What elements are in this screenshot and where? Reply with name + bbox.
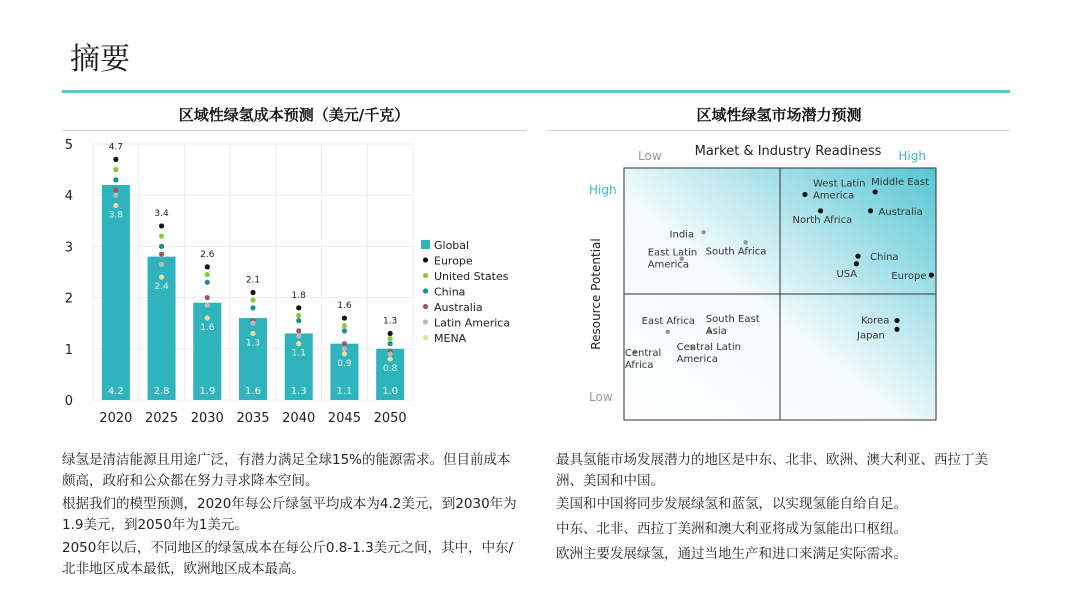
point-label-line: India xyxy=(669,229,695,241)
marker-europe xyxy=(205,264,210,269)
marker-australia xyxy=(113,187,118,192)
bar-value-label: 1.6 xyxy=(245,386,261,397)
left-paragraph-1: 绿氢是清洁能源且用途广泛，有潜力满足全球15%的能源需求。但目前成本颇高，政府和公众都在努力寻求降本空间。 xyxy=(62,452,511,489)
range-high-label: 2.6 xyxy=(200,249,215,260)
legend-label: Global xyxy=(434,239,470,252)
point-label-north-africa xyxy=(793,215,853,226)
range-low-label: 1.6 xyxy=(200,323,215,334)
x-axis-low-label: Low xyxy=(638,149,662,163)
point-label-line: Africa xyxy=(624,359,654,371)
marker-australia xyxy=(159,251,164,256)
point-label-line: South Africa xyxy=(705,246,767,258)
point-usa xyxy=(854,261,859,266)
marker-latin-america xyxy=(250,321,255,326)
legend-label: China xyxy=(434,285,466,299)
point-label-line: America xyxy=(812,190,855,202)
x-axis-high-label: High xyxy=(898,149,926,163)
marker-china xyxy=(296,318,301,323)
point-japan xyxy=(894,327,899,332)
range-low-label: 3.8 xyxy=(108,210,124,221)
x-tick-label: 2045 xyxy=(327,411,361,426)
y-axis-label: Resource Potential xyxy=(589,238,603,350)
point-label-line: America xyxy=(676,354,718,366)
marker-china xyxy=(159,244,164,249)
marker-china xyxy=(205,280,210,285)
y-tick-label: 5 xyxy=(64,138,73,153)
range-high-label: 2.1 xyxy=(245,275,261,286)
marker-europe xyxy=(342,315,347,320)
point-label-china xyxy=(870,252,899,263)
marker-europe xyxy=(388,331,393,336)
x-tick-label: 2030 xyxy=(190,411,224,426)
point-label-line: China xyxy=(870,252,899,264)
legend-swatch-europe xyxy=(423,257,428,262)
marker-europe xyxy=(250,290,255,295)
point-label-europe xyxy=(891,271,926,282)
y-axis-low-label: Low xyxy=(589,390,613,404)
y-tick-label: 2 xyxy=(64,291,73,307)
point-india xyxy=(701,230,706,235)
point-label-line: Central Latin xyxy=(676,342,741,354)
marker-latin-america xyxy=(159,262,164,267)
marker-australia xyxy=(342,341,347,346)
marker-united-states xyxy=(159,234,164,239)
legend-label: MENA xyxy=(434,332,467,345)
cost-chart-heading: 区域性绿氢成本预测（美元/千克） xyxy=(62,104,526,131)
point-label-line: Middle East xyxy=(871,176,929,188)
right-paragraph-2: 美国和中国将同步发展绿氢和蓝氢，以实现氢能自给自足。 xyxy=(556,496,907,512)
legend-label: Latin America xyxy=(434,316,511,330)
marker-united-states xyxy=(296,313,301,318)
bar-value-label: 1.3 xyxy=(290,386,307,397)
marker-latin-america xyxy=(388,351,393,356)
marker-europe xyxy=(296,305,301,310)
point-label-usa xyxy=(836,269,857,280)
y-tick-label: 4 xyxy=(64,189,73,205)
bar-value-label: 4.2 xyxy=(107,386,124,397)
point-label-line: America xyxy=(647,259,689,271)
marker-united-states xyxy=(205,272,210,277)
marker-australia xyxy=(296,328,301,333)
point-label-line: Central xyxy=(624,347,662,359)
marker-europe xyxy=(113,157,118,162)
marker-mena xyxy=(342,351,347,356)
title-divider xyxy=(62,90,1010,93)
point-middle-east xyxy=(873,189,878,194)
point-label-line: East Latin xyxy=(647,247,698,259)
point-label-korea xyxy=(861,315,889,326)
legend-swatch-global xyxy=(421,240,430,249)
range-low-label: 0.9 xyxy=(337,358,352,369)
market-chart-heading: 区域性绿氢市场潜力预测 xyxy=(548,104,1010,131)
marker-latin-america xyxy=(113,193,118,198)
x-tick-label: 2025 xyxy=(145,411,179,426)
legend-swatch-latin-america xyxy=(423,319,428,324)
marker-china xyxy=(113,177,118,182)
marker-united-states xyxy=(250,298,255,303)
market-potential-matrix xyxy=(580,134,940,424)
point-west-latin-america xyxy=(802,192,807,197)
marker-united-states xyxy=(113,167,118,172)
point-label-line: USA xyxy=(836,268,858,280)
range-high-label: 4.7 xyxy=(108,142,124,153)
point-australia xyxy=(868,208,873,213)
right-paragraph-3: 中东、北非、西拉丁美洲和澳大利亚将成为氢能出口枢纽。 xyxy=(556,521,907,537)
range-high-label: 1.6 xyxy=(337,301,352,312)
point-label-middle-east xyxy=(871,177,929,188)
bar-value-label: 1.0 xyxy=(382,386,399,397)
point-label-line: West Latin xyxy=(812,178,866,190)
marker-latin-america xyxy=(296,333,301,338)
range-high-label: 1.3 xyxy=(382,316,398,327)
point-label-line: South East xyxy=(705,313,760,325)
marker-china xyxy=(342,328,347,333)
y-axis-high-label: High xyxy=(589,183,617,197)
point-europe xyxy=(929,273,934,278)
marker-china xyxy=(388,341,393,346)
point-label-japan xyxy=(856,330,885,341)
range-low-label: 2.4 xyxy=(154,282,169,293)
legend-label: United States xyxy=(434,270,509,283)
legend-swatch-australia xyxy=(423,304,428,309)
marker-mena xyxy=(388,356,393,361)
page-title: 摘要 xyxy=(70,42,130,77)
point-north-africa xyxy=(818,208,823,213)
range-high-label: 1.8 xyxy=(291,290,306,301)
point-label-line: North Africa xyxy=(792,214,853,226)
range-low-label: 1.3 xyxy=(245,338,261,349)
point-china xyxy=(855,254,860,259)
marker-australia xyxy=(205,295,210,300)
x-tick-label: 2020 xyxy=(99,411,133,426)
marker-united-states xyxy=(342,323,347,328)
marker-mena xyxy=(296,341,301,346)
range-low-label: 1.1 xyxy=(291,348,306,359)
left-paragraph-2: 根据我们的模型预测，2020年每公斤绿氢平均成本为4.2美元，到2030年为1.9美元，到2050年为1美元。 xyxy=(62,496,517,533)
point-label-australia xyxy=(878,207,922,218)
legend-label: Australia xyxy=(434,301,483,314)
marker-mena xyxy=(250,331,255,336)
x-tick-label: 2040 xyxy=(282,411,316,426)
marker-mena xyxy=(113,203,118,208)
y-tick-label: 0 xyxy=(64,394,73,409)
matrix-title: Market & Industry Readiness xyxy=(694,144,882,159)
range-high-label: 3.4 xyxy=(154,208,169,219)
point-label-line: Europe xyxy=(891,271,927,283)
legend-swatch-china xyxy=(423,288,428,293)
point-label-india xyxy=(670,229,695,240)
bar-value-label: 1.1 xyxy=(336,386,353,397)
cost-bar-chart xyxy=(55,130,525,430)
legend-swatch-mena xyxy=(423,335,428,340)
point-label-line: Asia xyxy=(705,325,727,337)
left-paragraph-3: 2050年以后，不同地区的绿氢成本在每公斤0.8-1.3美元之间，其中，中东/北非地区成本最低，欧洲地区成本最高。 xyxy=(62,540,514,577)
point-label-line: East Africa xyxy=(641,315,695,327)
point-label-line: Korea xyxy=(861,315,890,327)
legend-swatch-united-states xyxy=(423,273,428,278)
point-label-line: Japan xyxy=(857,330,885,342)
marker-united-states xyxy=(388,336,393,341)
legend-label: Europe xyxy=(434,254,473,268)
point-label-south-africa xyxy=(706,246,767,257)
marker-china xyxy=(250,305,255,310)
point-east-africa xyxy=(665,330,670,335)
bar-value-label: 2.8 xyxy=(153,386,170,397)
point-label-east-africa xyxy=(642,316,695,327)
marker-mena xyxy=(205,315,210,320)
right-paragraph-4: 欧洲主要发展绿氢，通过当地生产和进口来满足实际需求。 xyxy=(556,546,907,562)
bar-value-label: 1.9 xyxy=(199,386,216,397)
right-paragraph-1: 最具氢能市场发展潜力的地区是中东、北非、欧洲、澳大利亚、西拉丁美洲、美国和中国。 xyxy=(556,452,988,489)
marker-europe xyxy=(159,223,164,228)
range-low-label: 0.8 xyxy=(382,364,398,375)
marker-mena xyxy=(159,275,164,280)
point-south-africa xyxy=(743,240,748,245)
x-tick-label: 2035 xyxy=(236,411,270,426)
point-korea xyxy=(894,318,899,323)
marker-latin-america xyxy=(342,346,347,351)
point-label-line: Australia xyxy=(878,206,923,218)
y-tick-label: 3 xyxy=(64,240,73,256)
x-tick-label: 2050 xyxy=(373,411,407,426)
y-tick-label: 1 xyxy=(64,342,73,358)
marker-latin-america xyxy=(205,303,210,308)
